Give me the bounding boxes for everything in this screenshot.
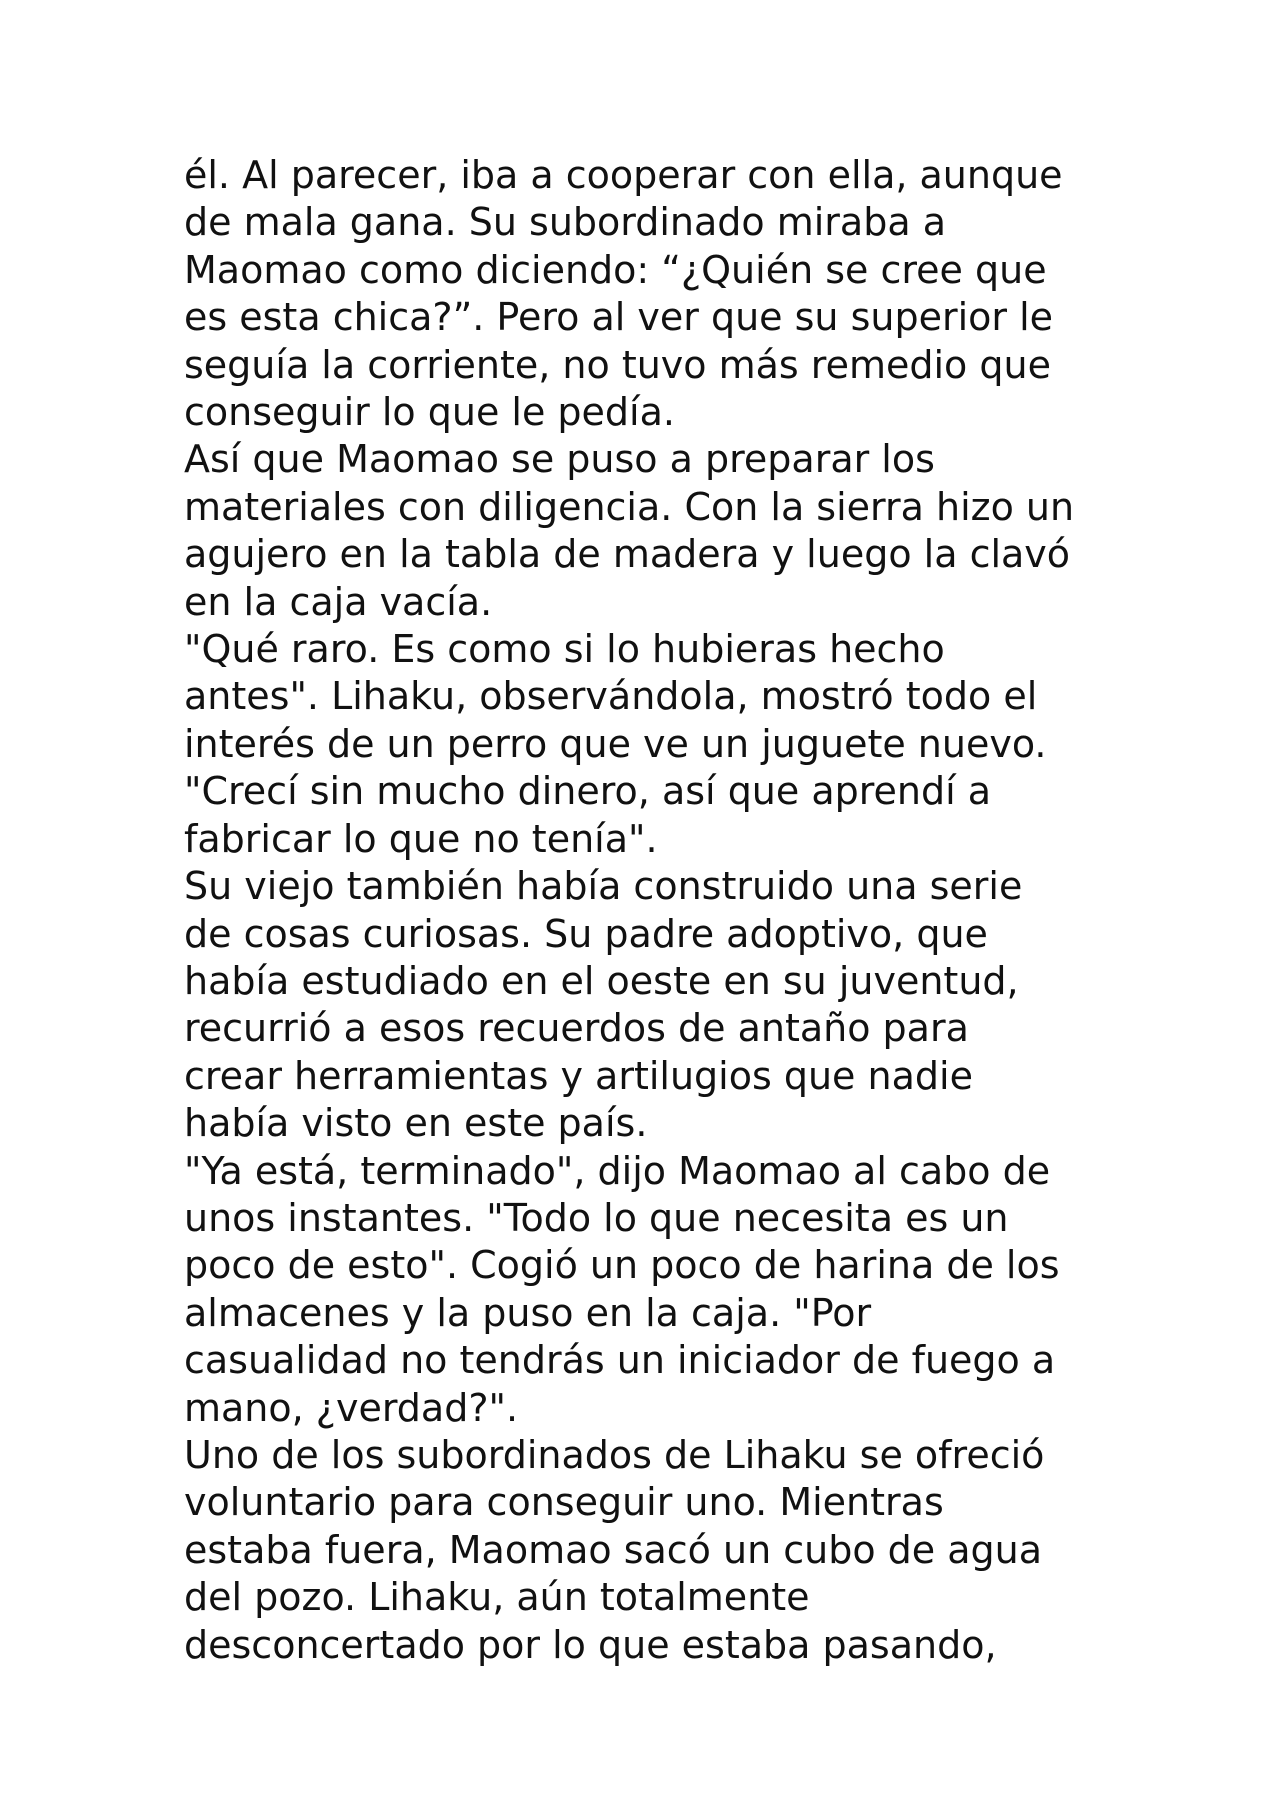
text-line: había visto en este país. [184,1101,648,1146]
text-line: Maomao como diciendo: “¿Quién se cree que [184,247,1047,292]
text-line: había estudiado en el oeste en su juventud, [184,958,1019,1003]
text-line: recurrió a esos recuerdos de antaño para [184,1006,969,1051]
text-line: del pozo. Lihaku, aún totalmente [184,1575,810,1620]
text-line: antes". Lihaku, observándola, mostró todo el [184,674,1038,719]
text-line: "Ya está, terminado", dijo Maomao al cabo de [184,1148,1051,1193]
text-line: crear herramientas y artilugios que nadie [184,1053,973,1098]
text-line: poco de esto". Cogió un poco de harina de los [184,1243,1060,1288]
text-line: Uno de los subordinados de Lihaku se ofreció [184,1432,1045,1477]
text-line: mano, ¿verdad?". [184,1385,519,1430]
text-line: voluntario para conseguir uno. Mientras [184,1480,944,1525]
text-line: de cosas curiosas. Su padre adoptivo, que [184,911,988,956]
text-line: de mala gana. Su subordinado miraba a [184,200,946,245]
text-line: en la caja vacía. [184,579,493,624]
text-line: "Qué raro. Es como si lo hubieras hecho [184,627,945,672]
text-line: él. Al parecer, iba a cooperar con ella, aunque [184,153,1063,197]
text-line: almacenes y la puso en la caja. "Por [184,1290,872,1335]
text-line: estaba fuera, Maomao sacó un cubo de agua [184,1527,1043,1572]
text-line: Su viejo también había construido una serie [184,864,1023,909]
text-line: agujero en la tabla de madera y luego la clavó [184,532,1071,577]
text-line: unos instantes. "Todo lo que necesita es un [184,1195,1009,1240]
text-line: interés de un perro que ve un juguete nuevo. [184,721,1047,766]
text-line: "Crecí sin mucho dinero, así que aprendí a [184,769,992,814]
text-line: seguía la corriente, no tuvo más remedio que [184,342,1051,387]
text-line: materiales con diligencia. Con la sierra hizo un [184,484,1075,529]
text-line: es esta chica?”. Pero al ver que su superior le [184,295,1054,340]
text-line: fabricar lo que no tenía". [184,816,658,861]
body-text [184,152,1124,1669]
text-line: Así que Maomao se puso a preparar los [184,437,935,482]
text-line: desconcertado por lo que estaba pasando, [184,1622,997,1667]
text-line: conseguir lo que le pedía. [184,390,675,435]
text-line: casualidad no tendrás un iniciador de fuego a [184,1338,1056,1383]
